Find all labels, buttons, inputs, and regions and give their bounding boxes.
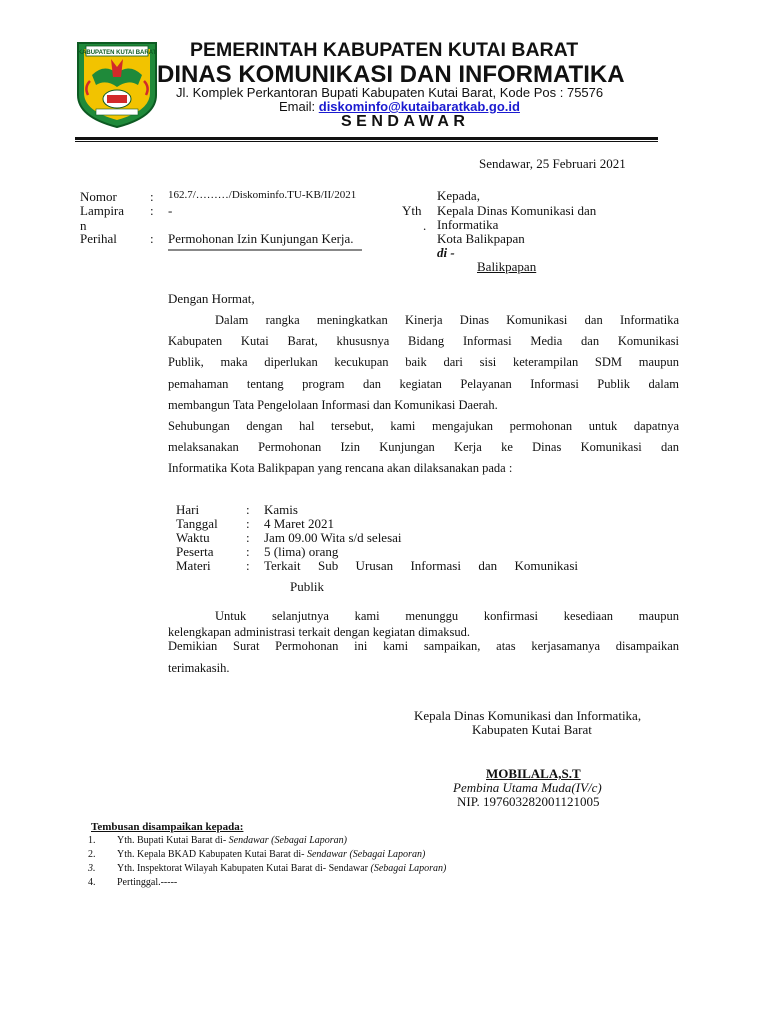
cc-num: 1. bbox=[88, 835, 96, 846]
signature-title-2: Kabupaten Kutai Barat bbox=[472, 722, 592, 737]
schedule-value-peserta: 5 (lima) orang bbox=[264, 544, 339, 559]
cc-text: Yth. Inspektorat Wilayah Kabupaten Kutai Barat di- Sendawar bbox=[117, 863, 371, 874]
signature-title: Kepala Dinas Komunikasi dan Informatika, bbox=[414, 708, 642, 723]
cc-text: Yth. Kepala BKAD Kabupaten Kutai Barat di- bbox=[117, 849, 307, 860]
recipient-di: di - bbox=[437, 245, 455, 260]
cc-item bbox=[117, 835, 347, 846]
lampiran-label: Lampira bbox=[80, 203, 125, 218]
schedule-value-waktu: Jam 09.00 Wita s/d selesai bbox=[264, 530, 402, 545]
schedule-value-materi-cont: Publik bbox=[290, 579, 324, 594]
greeting: Dengan Hormat, bbox=[168, 291, 255, 306]
letter-date: Sendawar, 25 Februari 2021 bbox=[479, 156, 626, 171]
email-line bbox=[279, 99, 520, 114]
schedule-label-peserta: Peserta bbox=[176, 544, 214, 559]
cc-num: 3. bbox=[88, 863, 96, 874]
logo-text: KABUPATEN KUTAI BARAT bbox=[77, 50, 157, 56]
yth: Yth bbox=[402, 203, 422, 218]
yth-dot: . bbox=[423, 218, 427, 233]
lampiran-value: - bbox=[168, 203, 173, 218]
signatory-rank: Pembina Utama Muda(IV/c) bbox=[453, 780, 602, 795]
schedule-colon: : bbox=[246, 502, 250, 517]
paragraph-line: membangun Tata Pengelolaan Informasi dan Komunikasi Daerah. bbox=[168, 398, 498, 412]
paragraph-line: Publik, maka diperlukan kecukupan baik dari sisi keterampilan SDM maupun bbox=[168, 355, 679, 369]
regency-logo bbox=[74, 37, 160, 129]
kepada: Kepada, bbox=[437, 188, 480, 203]
lampiran-colon: : bbox=[150, 203, 154, 218]
schedule-colon: : bbox=[246, 516, 250, 531]
paragraph-line: melaksanakan Permohonan Izin Kunjungan Kerja ke Dinas Komunikasi dan bbox=[168, 440, 679, 454]
header-divider bbox=[75, 137, 658, 140]
nomor-label: Nomor bbox=[80, 189, 117, 204]
paragraph-line: Sehubungan dengan hal tersebut, kami mengajukan permohonan untuk dapatnya bbox=[168, 419, 679, 433]
closing-line: Demikian Surat Permohonan ini kami sampaikan, atas kerjasamanya disampaikan bbox=[168, 639, 679, 653]
cc-item bbox=[117, 877, 177, 888]
schedule-value-materi: Terkait Sub Urusan Informasi dan Komunikasi bbox=[264, 558, 578, 573]
cc-text: Yth. Bupati Kutai Barat di- bbox=[117, 835, 229, 846]
recipient-place: Balikpapan bbox=[477, 259, 537, 274]
closing-line: kelengkapan administrasi terkait dengan kegiatan dimaksud. bbox=[168, 625, 470, 639]
nomor-value: 162.7/………/Diskominfo.TU-KB/II/2021 bbox=[168, 189, 357, 201]
cc-text-italic: Sendawar (Sebagai Laporan) bbox=[228, 835, 347, 846]
cc-num: 2. bbox=[88, 849, 96, 860]
agency-name: DINAS KOMUNIKASI DAN INFORMATIKA bbox=[157, 61, 625, 88]
cc-item bbox=[117, 849, 425, 860]
paragraph-line: Dalam rangka meningkatkan Kinerja Dinas Komunikasi dan Informatika bbox=[215, 313, 679, 327]
paragraph-line: pemahaman tentang program dan kegiatan Pelayanan Informasi Publik dalam bbox=[168, 377, 679, 391]
cc-num: 4. bbox=[88, 877, 96, 888]
cc-heading: Tembusan disampaikan kepada: bbox=[91, 821, 244, 833]
recipient-line2: Informatika bbox=[437, 217, 499, 232]
schedule-value-tanggal: 4 Maret 2021 bbox=[264, 516, 335, 531]
perihal-label: Perihal bbox=[80, 231, 117, 246]
schedule-label-materi: Materi bbox=[176, 558, 211, 573]
signatory-nip: NIP. 197603282001121005 bbox=[457, 794, 600, 809]
schedule-label-tanggal: Tanggal bbox=[176, 516, 218, 531]
city-name: SENDAWAR bbox=[341, 113, 470, 130]
address: Jl. Komplek Perkantoran Bupati Kabupaten Kutai Barat, Kode Pos : 75576 bbox=[176, 85, 604, 100]
schedule-colon: : bbox=[246, 544, 250, 559]
schedule-value-hari: Kamis bbox=[264, 502, 298, 517]
lampiran-label-wrap: n bbox=[80, 218, 87, 233]
header-divider-thin bbox=[75, 141, 658, 142]
perihal-value: Permohonan Izin Kunjungan Kerja. bbox=[168, 231, 354, 246]
cc-text-italic: Sendawar (Sebagai Laporan) bbox=[306, 849, 426, 860]
schedule-label-waktu: Waktu bbox=[176, 530, 210, 545]
cc-item bbox=[117, 863, 446, 874]
schedule-colon: : bbox=[246, 530, 250, 545]
closing-line: terimakasih. bbox=[168, 661, 230, 675]
email-link[interactable]: diskominfo@kutaibaratkab.go.id bbox=[318, 99, 520, 114]
nomor-colon: : bbox=[150, 189, 154, 204]
recipient-line3: Kota Balikpapan bbox=[437, 231, 525, 246]
recipient-line1: Kepala Dinas Komunikasi dan bbox=[437, 203, 597, 218]
perihal-underline bbox=[168, 249, 362, 251]
paragraph-line: Kabupaten Kutai Barat, khususnya Bidang Informasi Media dan Komunikasi bbox=[168, 334, 679, 348]
email-label: Email: bbox=[279, 99, 316, 114]
closing-line: Untuk selanjutnya kami menunggu konfirmasi kesediaan maupun bbox=[215, 609, 679, 623]
schedule-label-hari: Hari bbox=[176, 502, 200, 517]
government-name: PEMERINTAH KABUPATEN KUTAI BARAT bbox=[190, 39, 579, 61]
perihal-colon: : bbox=[150, 231, 154, 246]
signatory-name: MOBILALA,S.T bbox=[486, 766, 581, 781]
cc-text-italic: (Sebagai Laporan) bbox=[370, 863, 447, 874]
paragraph-line: Informatika Kota Balikpapan yang rencana akan dilaksanakan pada : bbox=[168, 461, 513, 475]
cc-text: Pertinggal.----- bbox=[117, 877, 178, 888]
schedule-colon: : bbox=[246, 558, 250, 573]
